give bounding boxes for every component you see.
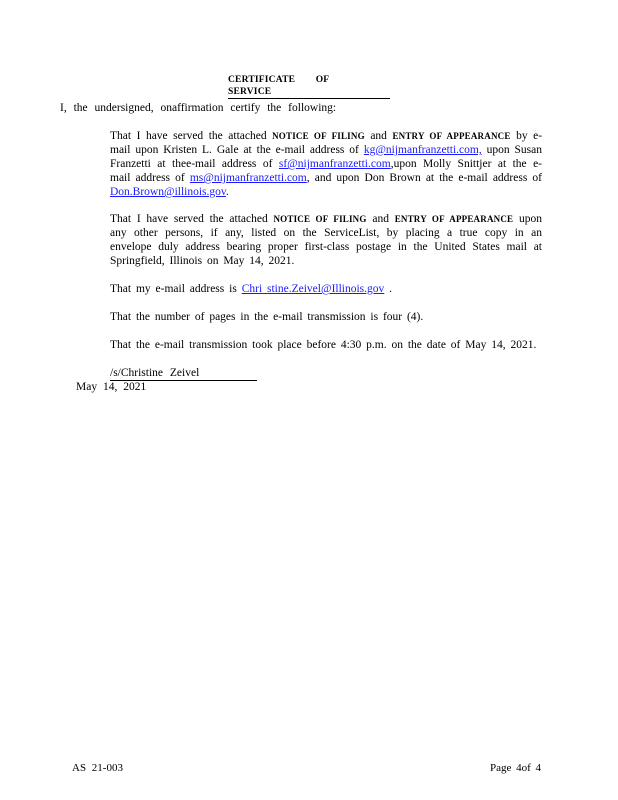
footer-page-number: Page 4of 4 — [490, 762, 542, 774]
footer-case-number: AS 21-003 — [72, 762, 123, 774]
para2-text-1: That I have served the attached — [110, 213, 268, 225]
para1-text-1: That I have served the attached — [110, 130, 267, 142]
signature-date: May 14, 2021 — [76, 381, 147, 393]
email-link-kg[interactable]: kg@nijmanfranzetti.com, — [363, 144, 482, 156]
entry-of-appearance-label: ENTRY OF APPEARANCE — [392, 131, 511, 141]
email-link-don-brown[interactable]: Don.Brown@illinois.gov — [110, 186, 226, 198]
sender-email-paragraph — [110, 282, 542, 296]
notice-of-filing-label-2: NOTICE OF FILING — [273, 214, 367, 224]
para3-text-2: . — [389, 283, 393, 295]
para1-and: and — [370, 130, 387, 142]
entry-of-appearance-label-2: ENTRY OF APPEARANCE — [394, 214, 514, 224]
page-count-paragraph: That the number of pages in the e-mail transmission is four (4). — [110, 311, 424, 323]
para1-text-2: by e-mail upon Kristen L. Gale at the e-mail address of — [110, 130, 543, 156]
para1-text-5: , and upon Don Brown at the e-mail address of — [306, 172, 542, 184]
para1-text-4: ,upon Molly Snittjer at the e-mail address of — [110, 158, 543, 184]
para1-text-6: . — [225, 186, 229, 198]
email-link-ms[interactable]: ms@nijmanfranzetti.com — [189, 172, 307, 184]
para3-text-1: That my e-mail address is — [110, 283, 237, 295]
para2-text-2: upon any other persons, if any, listed on the ServiceList, by placing a true copy in an envelope duly address bearing proper first-class postage in the United States mail at Springfield, Illinois on May 14, 2021. — [110, 213, 543, 267]
signature-line: /s/Christine Zeivel — [110, 366, 257, 381]
para1-text-3: upon Susan Franzetti at thee-mail address of — [110, 144, 543, 170]
para2-and: and — [372, 213, 389, 225]
certificate-title: CERTIFICATE OF SERVICE — [228, 74, 390, 99]
notice-of-filing-label: NOTICE OF FILING — [272, 131, 365, 141]
service-paragraph-email — [110, 129, 542, 199]
email-link-christine[interactable]: Chri stine.Zeivel@Illinois.gov — [241, 283, 385, 295]
service-paragraph-mail — [110, 212, 542, 268]
email-link-sf[interactable]: sf@nijmanfranzetti.com — [278, 158, 391, 170]
intro-line: I, the undersigned, onaffirmation certify the following: — [60, 102, 337, 114]
transmission-time-paragraph: That the e-mail transmission took place before 4:30 p.m. on the date of May 14, 2021. — [110, 339, 537, 351]
